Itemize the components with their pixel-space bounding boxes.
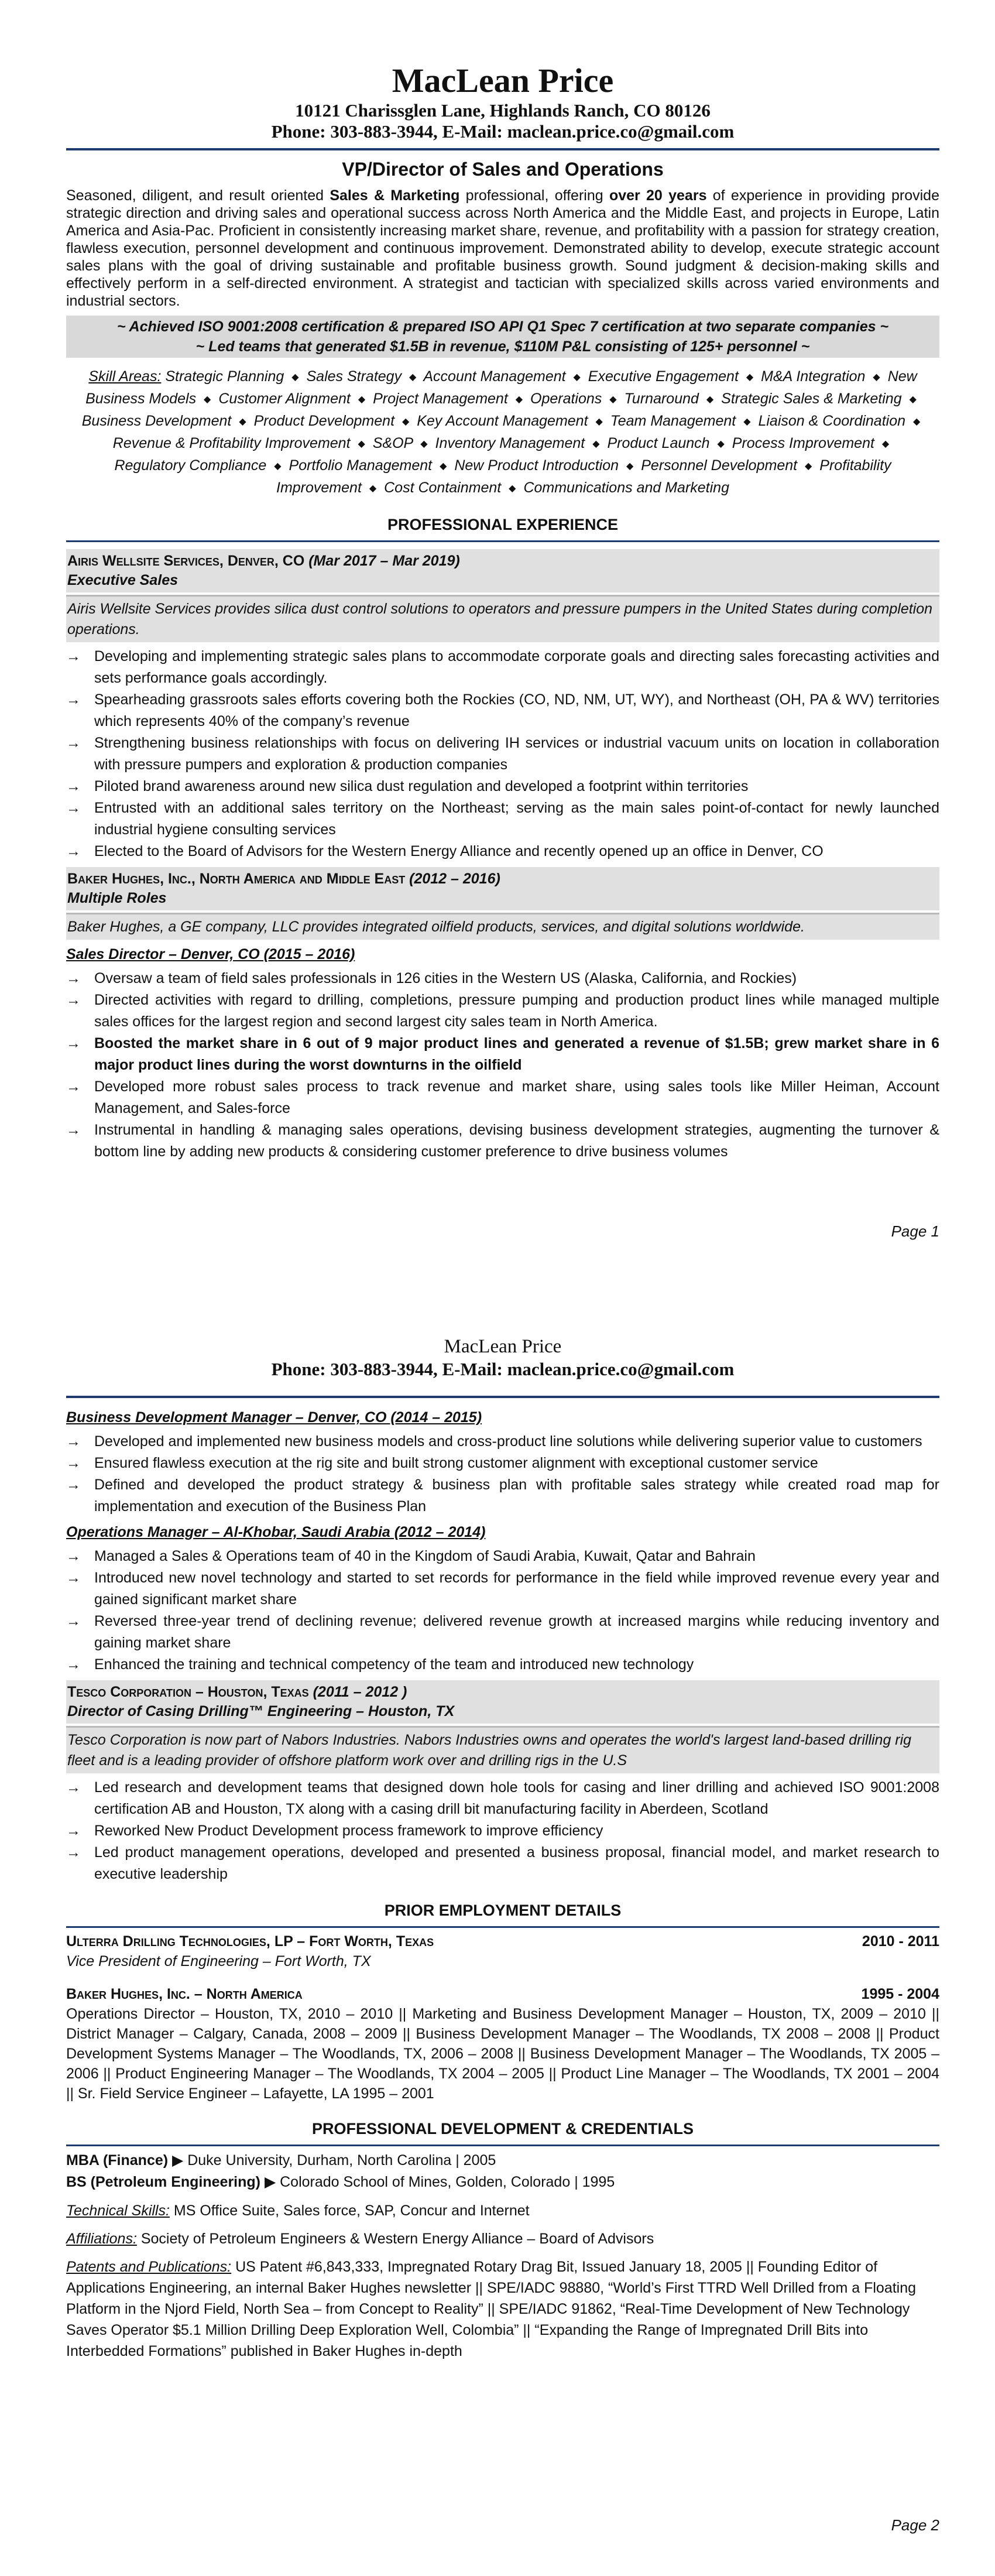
page-number: Page 1 <box>891 1222 939 1240</box>
diamond-icon: ◆ <box>358 439 365 449</box>
page-number: Page 2 <box>891 2516 939 2534</box>
arrow-icon: → <box>66 1656 81 1673</box>
diamond-icon: ◆ <box>873 372 880 382</box>
list-item-text: Led product management operations, developed and presented a business proposal, financial model, and market research to executive leadership <box>94 1844 939 1882</box>
technical-skills-label: Technical Skills: <box>66 2202 170 2219</box>
list-item <box>66 776 939 797</box>
list-item-text: Instrumental in handling & managing sales operations, devising business development strategies, augmenting the turnover & bottom line by adding new products & considering customer preference to drive business volumes <box>94 1122 939 1160</box>
bullet-list <box>66 1777 939 1885</box>
page-1-content <box>66 61 939 1163</box>
achievement-line: ~ Achieved ISO 9001:2008 certification & prepared ISO API Q1 Spec 7 certification at two separate companies ~ <box>116 318 889 335</box>
diamond-icon: ◆ <box>609 395 617 405</box>
list-item <box>66 1033 939 1076</box>
list-item <box>66 689 939 732</box>
arrow-icon: → <box>66 735 81 751</box>
sub-role-title: Sales Director – Denver, CO (2015 – 2016) <box>66 946 355 962</box>
list-item <box>66 1119 939 1163</box>
resume-page-1 <box>0 0 995 1270</box>
diamond-icon: ◆ <box>592 439 600 449</box>
summary-text-2: professional, offering <box>459 187 609 204</box>
arrow-icon: → <box>66 1570 81 1586</box>
list-item <box>66 989 939 1033</box>
list-item <box>66 1820 939 1842</box>
diamond-icon: ◆ <box>358 395 366 405</box>
arrow-icon: → <box>66 1477 81 1493</box>
prior-roles-list: Operations Director – Houston, TX, 2010 – 2010 || Marketing and Business Development Manager – Houston, TX, 2009 – 2010 || District Manager – Calgary, Canada, 2008 – 2009 || Business Development Manager – The Woodlands, TX 2008 – 2008 || Product Development Systems Manager – The Woodlands, TX, 2006 – 2008 || Business Development Manager – The Woodlands, TX 2005 – 2006 || Product Engineering Manager – The Woodlands, TX 2004 – 2005 || Product Line Manager – The Woodlands, TX 2001 – 2004 || Sr. Field Service Engineer – Lafayette, LA 1995 – 2001 <box>66 2006 939 2102</box>
skill-item: Liaison & Coordination <box>758 413 906 429</box>
arrow-icon: → <box>66 970 81 986</box>
diamond-icon: ◆ <box>409 372 417 382</box>
diamond-icon: ◆ <box>291 372 299 382</box>
list-item-text: Developed and implemented new business models and cross-product line solutions while delivering superior value to customers <box>94 1433 922 1450</box>
list-item-text: Strengthening business relationships with focus on delivering IH services or industrial vacuum units on location in collaboration with pressure pumpers and exploration & production companies <box>94 735 939 773</box>
header-divider <box>66 148 939 150</box>
arrow-icon: → <box>66 778 81 794</box>
triangle-icon: ▶ <box>264 2174 276 2190</box>
arrow-icon: → <box>66 1035 81 1051</box>
list-item <box>66 1654 939 1676</box>
company-role: Multiple Roles <box>67 890 167 906</box>
skill-item: Strategic Planning <box>165 368 284 385</box>
list-item <box>66 1076 939 1119</box>
arrow-icon: → <box>66 1823 81 1839</box>
company-role: Director of Casing Drilling™ Engineering – Houston, TX <box>67 1703 455 1719</box>
list-item <box>66 797 939 841</box>
education-mba <box>66 2150 939 2171</box>
section-divider <box>66 1926 939 1928</box>
diamond-icon: ◆ <box>595 417 603 427</box>
list-item <box>66 841 939 862</box>
company-name-text: Baker Hughes, Inc., North America and Middle East <box>67 871 410 887</box>
diamond-icon: ◆ <box>440 461 447 471</box>
diamond-icon: ◆ <box>881 439 890 449</box>
company-name <box>67 551 938 571</box>
affiliations <box>66 2228 939 2249</box>
skill-item: New Business Models <box>85 368 917 407</box>
candidate-name: MacLean Price <box>444 1336 562 1357</box>
skill-item: Turnaround <box>624 390 699 407</box>
arrow-icon: → <box>66 992 81 1008</box>
list-item-text: Developing and implementing strategic sales plans to accommodate corporate goals and directing sales forecasting activities and sets performance goals accordingly. <box>94 648 939 686</box>
list-item-text: Ensured flawless execution at the rig site and built strong customer alignment with exceptional customer service <box>94 1455 818 1471</box>
company-header-tesco <box>66 1680 939 1724</box>
affiliations-text: Society of Petroleum Engineers & Western Energy Alliance – Board of Advisors <box>136 2231 654 2247</box>
address: 10121 Charissglen Lane, Highlands Ranch, CO 80126 <box>295 100 711 121</box>
list-item <box>66 646 939 689</box>
skill-item: M&A Integration <box>761 368 866 385</box>
skill-item: Account Management <box>423 368 566 385</box>
diamond-icon: ◆ <box>912 417 921 427</box>
bullet-list <box>66 646 939 862</box>
list-item-text: Reworked New Product Development process framework to improve efficiency <box>94 1823 603 1839</box>
company-description: Baker Hughes, a GE company, LLC provides integrated oilfield products, services, and digital solutions worldwide. <box>66 913 939 940</box>
list-item-text: Developed more robust sales process to track revenue and market share, using sales tools like Miller Heiman, Account Management, and Sales-force <box>94 1078 939 1116</box>
prior-role: Vice President of Engineering – Fort Worth, TX <box>66 1953 371 1969</box>
arrow-icon: → <box>66 843 81 859</box>
list-item-text: Introduced new novel technology and started to set records for performance in the field while improved revenue every year and gained significant market share <box>94 1570 939 1608</box>
arrow-icon: → <box>66 648 81 664</box>
skill-item: Process Improvement <box>732 435 874 451</box>
bullet-list <box>66 1431 939 1517</box>
list-item-text: Entrusted with an additional sales territory on the Northeast; serving as the main sales point-of-contact for newly launched industrial hygiene consulting services <box>94 800 939 838</box>
sub-role-title: Business Development Manager – Denver, CO (2014 – 2015) <box>66 1409 482 1426</box>
skill-item: Key Account Management <box>417 413 588 429</box>
skill-item: Communications and Marketing <box>523 479 729 496</box>
summary-text-1: Seasoned, diligent, and result oriented <box>66 187 330 204</box>
diamond-icon: ◆ <box>509 484 516 494</box>
skill-item: Cost Containment <box>384 479 502 496</box>
bullet-list <box>66 968 939 1163</box>
bullet-list <box>66 1546 939 1676</box>
company-description: Tesco Corporation is now part of Nabors Industries. Nabors Industries owns and operates the world's largest land-based drilling rig fleet and is a leading provider of offshore platform work over and drilling rigs in the U.S <box>66 1726 939 1773</box>
diamond-icon: ◆ <box>626 461 634 471</box>
company-header-baker-hughes <box>66 867 939 910</box>
diamond-icon: ◆ <box>204 395 211 405</box>
skill-item: Strategic Sales & Marketing <box>721 390 902 407</box>
phone-email: Phone: 303-883-3944, E-Mail: maclean.price.co@gmail.com <box>271 121 735 142</box>
list-item <box>66 732 939 776</box>
skill-item: Project Management <box>373 390 508 407</box>
diamond-icon: ◆ <box>515 395 523 405</box>
school: Colorado School of Mines, Golden, Colorado | 1995 <box>280 2174 615 2190</box>
skill-item: Business Development <box>81 413 232 429</box>
list-item <box>66 1453 939 1474</box>
list-item <box>66 1842 939 1885</box>
arrow-icon: → <box>66 691 81 708</box>
skill-item: Portfolio Management <box>289 457 433 474</box>
skill-item: Executive Engagement <box>588 368 739 385</box>
diamond-icon: ◆ <box>402 417 410 427</box>
achievement-line: ~ Led teams that generated $1.5B in revenue, $110M P&L consisting of 125+ personnel ~ <box>195 338 810 355</box>
skill-item: Personnel Development <box>641 457 798 474</box>
company-dates: (2012 – 2016) <box>409 871 500 887</box>
section-heading-prior: PRIOR EMPLOYMENT DETAILS <box>384 1902 622 1919</box>
skill-item: Inventory Management <box>435 435 585 451</box>
company-dates: (2011 – 2012 ) <box>313 1684 407 1700</box>
page-2-content <box>66 1335 939 2362</box>
company-role: Executive Sales <box>67 572 179 588</box>
list-item-text: Defined and developed the product strategy & business plan with profitable sales strategy while created road map for implementation and execution of the Business Plan <box>94 1477 939 1515</box>
list-item <box>66 1567 939 1611</box>
section-heading-experience: PROFESSIONAL EXPERIENCE <box>387 516 619 533</box>
patents-label: Patents and Publications: <box>66 2259 232 2275</box>
list-item <box>66 1474 939 1517</box>
diamond-icon: ◆ <box>743 417 751 427</box>
skill-item: New Product Introduction <box>454 457 619 474</box>
list-item-text: Oversaw a team of field sales professionals in 126 cities in the Western US (Alaska, California, and Rockies) <box>94 970 797 986</box>
arrow-icon: → <box>66 1613 81 1629</box>
skill-item: Customer Alignment <box>218 390 351 407</box>
company-description: Airis Wellsite Services provides silica dust control solutions to operators and pressure pumpers in the United States during completion operations. <box>66 595 939 642</box>
diamond-icon: ◆ <box>369 484 377 494</box>
summary-bold-2: over 20 years <box>609 187 707 204</box>
company-dates: (Mar 2017 – Mar 2019) <box>308 553 460 569</box>
list-item-text: Directed activities with regard to drilling, completions, pressure pumping and production product lines while managed multiple sales offices for the largest region and second largest city sales team in North America. <box>94 992 939 1030</box>
company-name-text: Airis Wellsite Services, Denver, CO <box>67 553 309 569</box>
company-name <box>67 1683 938 1702</box>
skill-item: Product Development <box>253 413 395 429</box>
arrow-icon: → <box>66 1844 81 1861</box>
list-item <box>66 1431 939 1453</box>
header-divider <box>66 1396 939 1398</box>
list-item-text: Enhanced the training and technical competency of the team and introduced new technology <box>94 1656 694 1673</box>
prior-dates: 2010 - 2011 <box>862 1933 939 1950</box>
arrow-icon: → <box>66 1078 81 1095</box>
section-divider <box>66 2145 939 2146</box>
list-item <box>66 968 939 989</box>
list-item-text: Managed a Sales & Operations team of 40 in the Kingdom of Saudi Arabia, Kuwait, Qatar and Bahrain <box>94 1548 756 1564</box>
summary-paragraph <box>66 187 939 310</box>
list-item-text: Led research and development teams that designed down hole tools for casing and liner drilling and achieved ISO 9001:2008 certification AB and Houston, TX along with a casing drill bit manufacturing facility in Aberdeen, Scotland <box>94 1779 939 1817</box>
prior-company: Baker Hughes, Inc. – North America <box>66 1986 303 2002</box>
arrow-icon: → <box>66 800 81 816</box>
diamond-icon: ◆ <box>805 461 812 471</box>
skill-item: Product Launch <box>607 435 710 451</box>
triangle-icon: ▶ <box>172 2152 184 2169</box>
diamond-icon: ◆ <box>420 439 428 449</box>
arrow-icon: → <box>66 1433 81 1450</box>
job-title: VP/Director of Sales and Operations <box>342 159 664 180</box>
section-divider <box>66 540 939 542</box>
arrow-icon: → <box>66 1548 81 1564</box>
list-item-text: Boosted the market share in 6 out of 9 major product lines and generated a revenue of $1.5B; grew market share in 6 major product lines during the worst downturns in the oilfield <box>94 1035 939 1073</box>
prior-ulterra <box>66 1931 939 1951</box>
list-item <box>66 1611 939 1654</box>
skill-areas <box>66 366 939 499</box>
patents-text: US Patent #6,843,333, Impregnated Rotary Drag Bit, Issued January 18, 2005 || Founding Editor of Applications Engineering, an internal Baker Hughes newsletter || SPE/IADC 98880, “World’s First TTRD Well Drilled from a Floating Platform in the Njord Field, North Sea – from Concept to Reality” || SPE/IADC 91862, “Real-Time Development of New Technology Saves Operator $5.1 Million Drilling Deep Exploration Well, Colombia” || “Expanding the Range of Impregnated Drill Bits into Interbedded Formations” published in Baker Hughes in-depth <box>66 2259 917 2359</box>
diamond-icon: ◆ <box>717 439 725 449</box>
skill-item: Revenue & Profitability Improvement <box>112 435 351 451</box>
degree: BS (Petroleum Engineering) <box>66 2174 260 2190</box>
diamond-icon: ◆ <box>909 395 917 405</box>
phone-email: Phone: 303-883-3944, E-Mail: maclean.price.co@gmail.com <box>271 1359 735 1379</box>
arrow-icon: → <box>66 1455 81 1471</box>
technical-skills-text: MS Office Suite, Sales force, SAP, Concur and Internet <box>169 2202 530 2219</box>
diamond-icon: ◆ <box>239 417 246 427</box>
diamond-icon: ◆ <box>706 395 714 405</box>
affiliations-label: Affiliations: <box>66 2231 137 2247</box>
patents-publications <box>66 2256 939 2362</box>
list-item-text: Spearheading grassroots sales efforts covering both the Rockies (CO, ND, NM, UT, WY), and Northeast (OH, PA & WV) territories which represents 40% of the company’s revenue <box>94 691 939 729</box>
list-item-text: Piloted brand awareness around new silica dust regulation and developed a footprint within territories <box>94 778 749 794</box>
section-heading-credentials: PROFESSIONAL DEVELOPMENT & CREDENTIALS <box>311 2120 694 2137</box>
company-name <box>67 869 938 889</box>
achievements-banner <box>66 316 939 358</box>
skill-item: Sales Strategy <box>306 368 402 385</box>
summary-text-3: of experience in providing provide strategic direction and driving sales and operational success across North America and the Middle East, and projects in Europe, Latin America and Asia-Pac. Proficient in consistently increasing market share, revenue, and profitability with a passion for strategy creation, flawless execution, personnel development and continuous improvement. Demonstrated ability to develop, execute strategic account sales plans with the goal of driving sustainable and profitable business growth. Sound judgment & decision-making skills and effectively perform in a self-directed environment. A strategist and tactician with specialized skills across varied environments and industrial sectors. <box>66 187 939 309</box>
candidate-name: MacLean Price <box>392 61 614 100</box>
company-header-airis <box>66 549 939 592</box>
skill-areas-label: Skill Areas: <box>88 368 162 385</box>
skill-item: Operations <box>530 390 602 407</box>
prior-dates: 1995 - 2004 <box>861 1986 939 2002</box>
arrow-icon: → <box>66 1122 81 1138</box>
prior-company: Ulterra Drilling Technologies, LP – Fort Worth, Texas <box>66 1933 434 1950</box>
list-item <box>66 1546 939 1567</box>
skill-areas-list <box>82 368 924 496</box>
skill-item: Profitability Improvement <box>276 457 891 496</box>
skill-item: Regulatory Compliance <box>114 457 267 474</box>
education-bs <box>66 2171 939 2193</box>
degree: MBA (Finance) <box>66 2152 169 2169</box>
summary-bold-1: Sales & Marketing <box>330 187 460 204</box>
resume-page-2 <box>0 1270 995 2576</box>
diamond-icon: ◆ <box>746 372 754 382</box>
school: Duke University, Durham, North Carolina | 2005 <box>187 2152 496 2169</box>
arrow-icon: → <box>66 1779 81 1796</box>
technical-skills <box>66 2200 939 2221</box>
list-item <box>66 1777 939 1820</box>
list-item-text: Reversed three-year trend of declining revenue; delivered revenue growth at increased margins while reducing inventory and gaining market share <box>94 1613 939 1651</box>
skill-item: Team Management <box>610 413 736 429</box>
prior-baker <box>66 1984 939 2004</box>
diamond-icon: ◆ <box>573 372 581 382</box>
sub-role-title: Operations Manager – Al-Khobar, Saudi Arabia (2012 – 2014) <box>66 1524 486 1540</box>
diamond-icon: ◆ <box>274 461 282 471</box>
company-name-text: Tesco Corporation – Houston, Texas <box>67 1684 313 1700</box>
skill-item: S&OP <box>372 435 413 451</box>
list-item-text: Elected to the Board of Advisors for the Western Energy Alliance and recently opened up an office in Denver, CO <box>94 843 824 859</box>
